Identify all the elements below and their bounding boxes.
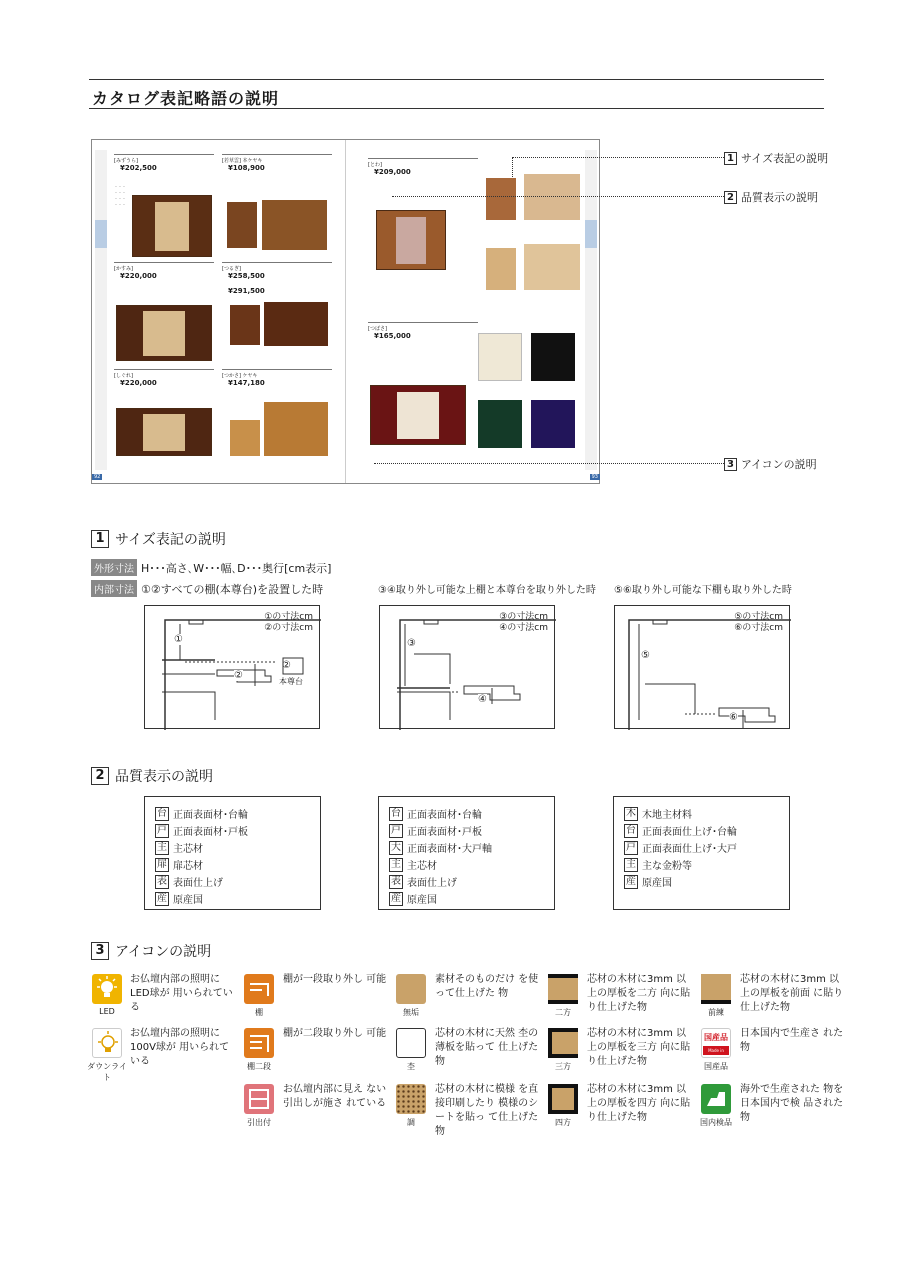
butsudan-image [264, 402, 328, 456]
section-size-heading: 1 サイズ表記の説明 [91, 529, 226, 549]
butsudan-image [524, 174, 580, 220]
product-row: [つるぎ] ¥258,500 [222, 262, 332, 282]
page-number: 93 [591, 474, 598, 480]
diagram-caption: ⑤⑥取り外し可能な下棚も取り外した時 [614, 585, 792, 596]
size-diagram-3: ⑤の寸法cm ⑥の寸法cm ⑤ ⑥ [614, 605, 790, 729]
icon-description: 棚が二段取り外し 可能 [283, 1028, 387, 1039]
catalog-right-page [346, 140, 600, 483]
printed-pattern-icon: 調 [396, 1084, 431, 1128]
solid-wood-icon: 無垢 [396, 974, 431, 1018]
callout-size: 1 サイズ表記の説明 [724, 150, 828, 166]
butsudan-image [531, 400, 575, 448]
section-quality-heading: 2 品質表示の説明 [91, 766, 213, 786]
catalog-spread-image [91, 139, 600, 484]
callout-leader [374, 463, 724, 464]
icon-description: お仏壇内部に見え ない引出しが施さ れている [283, 1084, 387, 1109]
product-row: [つばさ] ¥165,000 [368, 322, 478, 342]
right-index-tabs [585, 150, 597, 470]
front-face-icon: 前練 [701, 974, 736, 1018]
page-number: 92 [94, 474, 101, 480]
downlight-icon: ダウンライト [92, 1028, 127, 1083]
product-row: [しぐれ] ¥220,000 [114, 369, 214, 389]
icon-description: 棚が一段取り外し 可能 [283, 974, 387, 985]
product-row: [かすみ] ¥220,000 [114, 262, 214, 282]
butsudan-image [227, 202, 257, 248]
section-icons-heading: 3 アイコンの説明 [91, 941, 211, 961]
butsudan-image [230, 305, 260, 345]
callout-leader [392, 196, 724, 197]
callout-leader [512, 157, 724, 158]
butsudan-image [132, 195, 212, 257]
drawer-icon: 引出付 [244, 1084, 279, 1128]
butsudan-image [116, 305, 212, 361]
led-icon: LED [92, 974, 127, 1016]
veneer-icon: 杢 [396, 1028, 431, 1072]
product-row: [若草雲] 本ケヤキ ¥108,900 [222, 154, 332, 174]
butsudan-image [478, 333, 522, 381]
product-row: [つかさ] ケヤキ ¥147,180 [222, 369, 332, 389]
product-price: ¥291,500 [228, 287, 265, 295]
icon-description: お仏壇内部の照明に LED球が 用いられている [130, 974, 233, 1013]
icon-description: 芯材の木材に3mm 以上の厚板を三方 向に貼り仕上げた物 [587, 1028, 691, 1067]
two-side-icon: 二方 [548, 974, 583, 1018]
size-diagram-1: ①の寸法cm ②の寸法cm ① ② ② 本尊台 [144, 605, 320, 729]
page-title: カタログ表記略語の説明 [92, 89, 280, 108]
catalog-left-page: [みずうら] ¥202,500 ・・・ ・・・ ・・・ ・・・ [かすみ] ¥220,000 [しぐれ] ¥220,000 [若草雲] 本ケヤキ ¥108,900 [つるぎ] ¥258,500 ¥291,500 [つかさ] ケヤキ ¥147,180 92 [92, 140, 346, 483]
butsudan-image [262, 200, 327, 250]
icon-description: 日本国内で生産さ れた物 [740, 1028, 844, 1053]
four-side-icon: 四方 [548, 1084, 583, 1128]
size-diagram-2: ③の寸法cm ④の寸法cm ③ ④ [379, 605, 555, 729]
butsudan-image [478, 400, 522, 448]
icon-description: 海外で生産された 物を日本国内で検 品された物 [740, 1084, 844, 1123]
domestic-inspection-icon: 国内検品 [701, 1084, 736, 1128]
shelf-two-icon: 棚二段 [244, 1028, 279, 1072]
callout-leader [512, 157, 513, 177]
quality-box-2: 台 正面表面材･台輪 戸 正面表面材･戸板 大 正面表面材･大戸軸 主 主芯材 表 表面仕上げ 産 原産国 [378, 796, 555, 910]
icon-description: お仏壇内部の照明に 100V球が 用いられている [130, 1028, 230, 1067]
butsudan-image [524, 244, 580, 290]
top-rule [89, 79, 824, 80]
product-row: [とわ] ¥209,000 [368, 158, 478, 178]
quality-box-1: 台 正面表面材･台輪 戸 正面表面材･戸板 主 主芯材 扉 扉芯材 表 表面仕上げ 産 原産国 [144, 796, 321, 910]
made-in-japan-icon: 国産品 Made in Japan 国産品 [701, 1028, 736, 1072]
callout-quality: 2 品質表示の説明 [724, 189, 818, 205]
outer-dimension-row: 外形寸法 H･･･高さ､W･･･幅､D･･･奥行[cm表示] [91, 559, 331, 576]
left-index-tabs [95, 150, 107, 470]
icon-description: 芯材の木材に3mm 以上の厚板を二方 向に貼り仕上げた物 [587, 974, 691, 1013]
three-side-icon: 三方 [548, 1028, 583, 1072]
icon-description: 芯材の木材に模様 を直接印刷したり 模様のシートを貼っ て仕上げた物 [435, 1084, 539, 1137]
butsudan-image [116, 408, 212, 456]
inner-dimension-row: 内部寸法 ①②すべての棚(本尊台)を設置した時 [91, 580, 323, 597]
butsudan-image [531, 333, 575, 381]
icon-description: 芯材の木材に天然 杢の薄板を貼って 仕上げた物 [435, 1028, 539, 1067]
product-row: [みずうら] ¥202,500 [114, 154, 214, 174]
icon-description: 芯材の木材に3mm 以上の厚板を前面 に貼り仕上げた物 [740, 974, 844, 1013]
shelf-icon: 棚 [244, 974, 279, 1018]
butsudan-image [376, 210, 446, 270]
butsudan-image [370, 385, 466, 445]
diagram-caption: ③④取り外し可能な上棚と本尊台を取り外した時 [378, 585, 596, 596]
callout-icons: 3 アイコンの説明 [724, 456, 817, 472]
butsudan-image [486, 178, 516, 220]
title-underline [89, 108, 824, 109]
butsudan-image [230, 420, 260, 456]
quality-box-3: 木 木地主材料 台 正面表面仕上げ･台輪 戸 正面表面仕上げ･大戸 主 主な金粉等 産 原産国 [613, 796, 790, 910]
icon-description: 素材そのものだけ を使って仕上げた 物 [435, 974, 539, 999]
butsudan-image [264, 302, 328, 346]
icon-description: 芯材の木材に3mm 以上の厚板を四方 向に貼り仕上げた物 [587, 1084, 691, 1123]
butsudan-image [486, 248, 516, 290]
